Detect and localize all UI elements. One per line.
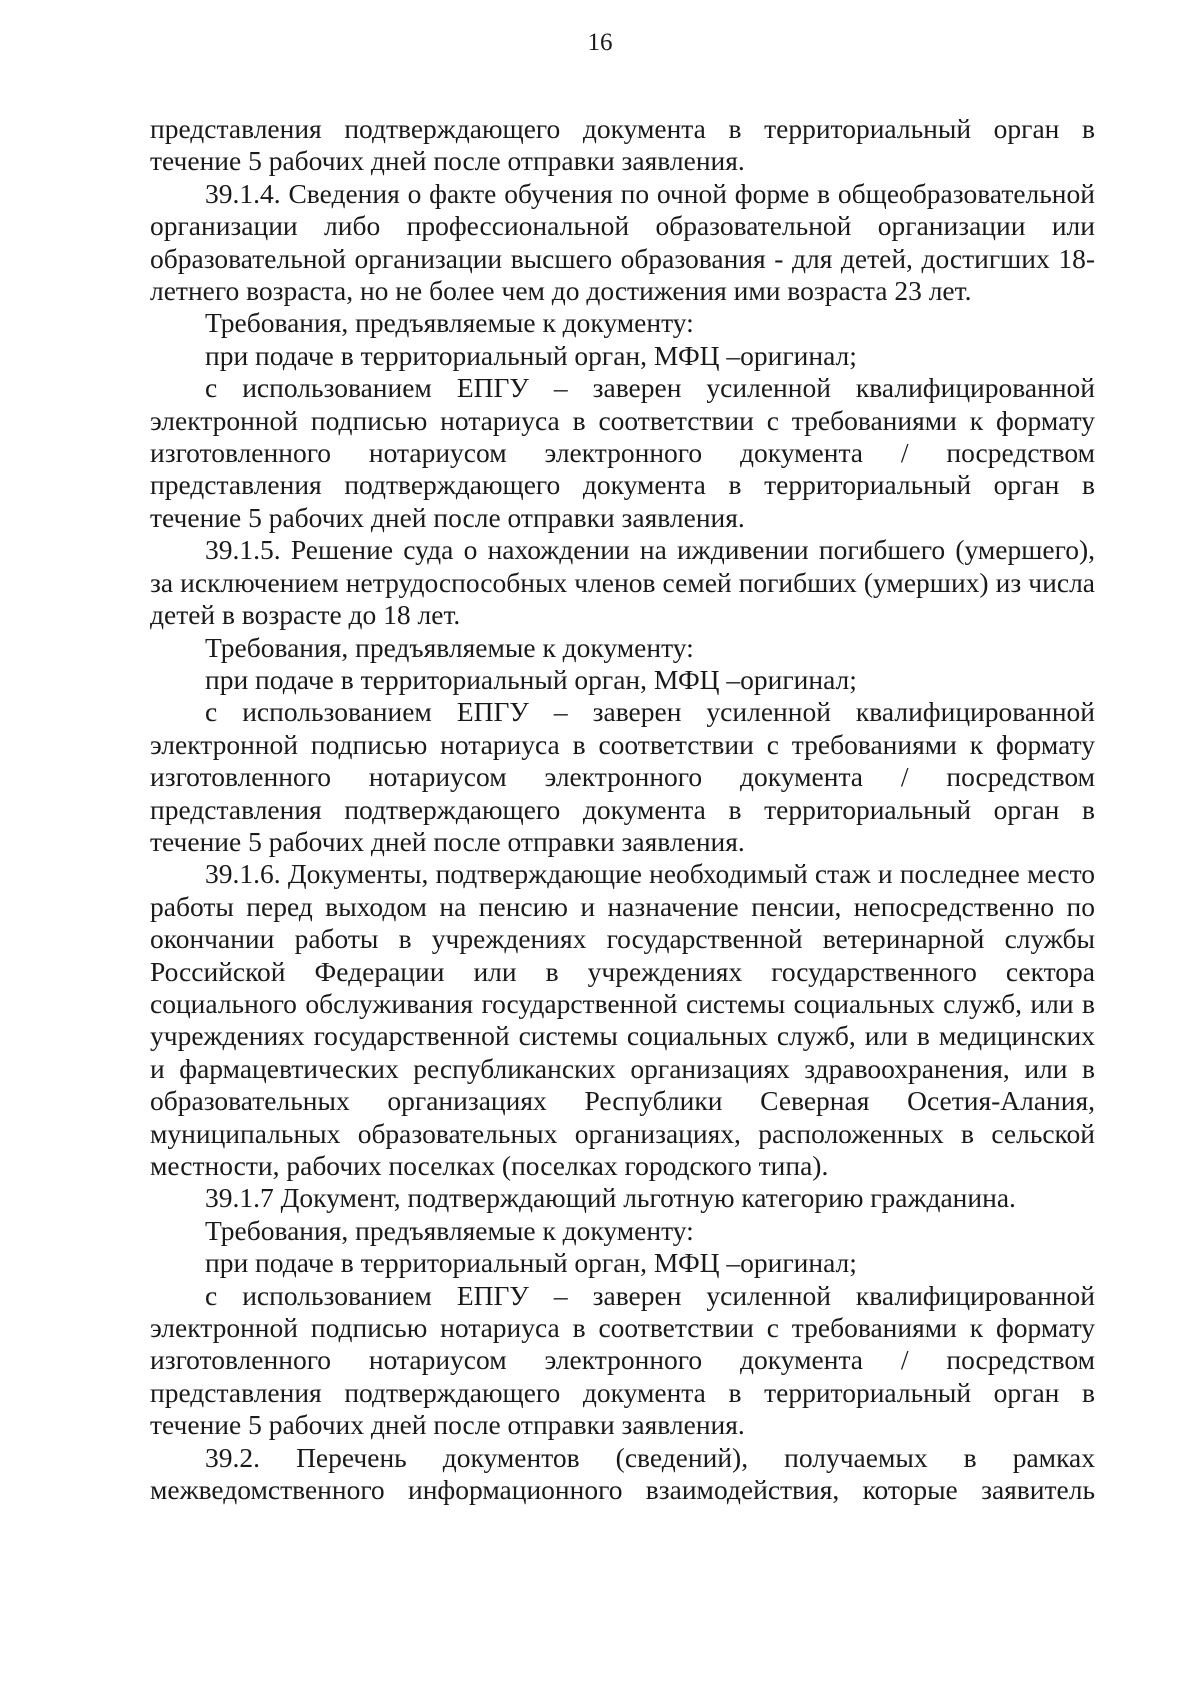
paragraph: Требования, предъявляемые к документу: — [205, 631, 694, 663]
paragraph: 39.1.6. Документы, подтверждающие необходимый стаж и последнее место работы перед выходом на пенсию и назначение пенсии, непосредственно по окончании работы в учреждениях государственной ветеринарной службы Российской Федерации или в учреждениях государственного сектора социального обслуживания государственной системы социальных служб, или в учреждениях государственной системы социальных служб, или в медицинских и фармацевтических республиканских организациях здравоохранения, или в образовательных организациях Республики Северная Осетия-Алания, муниципальных образовательных организациях, расположенных в сельской местности, рабочих поселках (поселках городского типа). — [150, 858, 1095, 1181]
paragraph: 39.1.5. Решение суда о нахождении на иждивении погибшего (умершего), за исключением нетрудоспособных членов семей погибших (умерших) из числа детей в возрасте до 18 лет. — [150, 534, 1095, 631]
paragraph: 39.1.4. Сведения о факте обучения по очной форме в общеобразовательной организации либо профессиональной образовательной организации или образовательной организации высшего образования - для детей, достигших 18-летнего возраста, но не более чем до достижения ими возраста 23 лет. — [150, 177, 1095, 307]
paragraph: представления подтверждающего документа в территориальный орган в течение 5 рабочих дней после отправки заявления. — [150, 113, 1095, 177]
page-number: 16 — [587, 29, 613, 56]
paragraph: с использованием ЕПГУ – заверен усиленной квалифицированной электронной подписью нотариуса в соответствии с требованиями к формату изготовленного нотариусом электронного документа / посредством представления подтверждающего документа в территориальный орган в течение 5 рабочих дней после отправки заявления. — [150, 1279, 1095, 1441]
paragraph: 39.2. Перечень документов (сведений), получаемых в рамках межведомственного информационного взаимодействия, которые заявитель — [150, 1441, 1095, 1506]
paragraph: при подаче в территориальный орган, МФЦ –оригинал; — [205, 1247, 857, 1279]
paragraph: с использованием ЕПГУ – заверен усиленной квалифицированной электронной подписью нотариуса в соответствии с требованиями к формату изготовленного нотариусом электронного документа / посредством представления подтверждающего документа в территориальный орган в течение 5 рабочих дней после отправки заявления. — [150, 372, 1095, 533]
paragraph: с использованием ЕПГУ – заверен усиленной квалифицированной электронной подписью нотариуса в соответствии с требованиями к формату изготовленного нотариусом электронного документа / посредством представления подтверждающего документа в территориальный орган в течение 5 рабочих дней после отправки заявления. — [150, 696, 1095, 857]
document-body — [150, 113, 1095, 1506]
paragraph: Требования, предъявляемые к документу: — [205, 307, 694, 339]
paragraph: 39.1.7 Документ, подтверждающий льготную категорию гражданина. — [205, 1182, 1016, 1214]
paragraph: Требования, предъявляемые к документу: — [205, 1214, 694, 1246]
paragraph: при подаче в территориальный орган, МФЦ –оригинал; — [205, 339, 857, 371]
paragraph: при подаче в территориальный орган, МФЦ –оригинал; — [205, 663, 857, 695]
